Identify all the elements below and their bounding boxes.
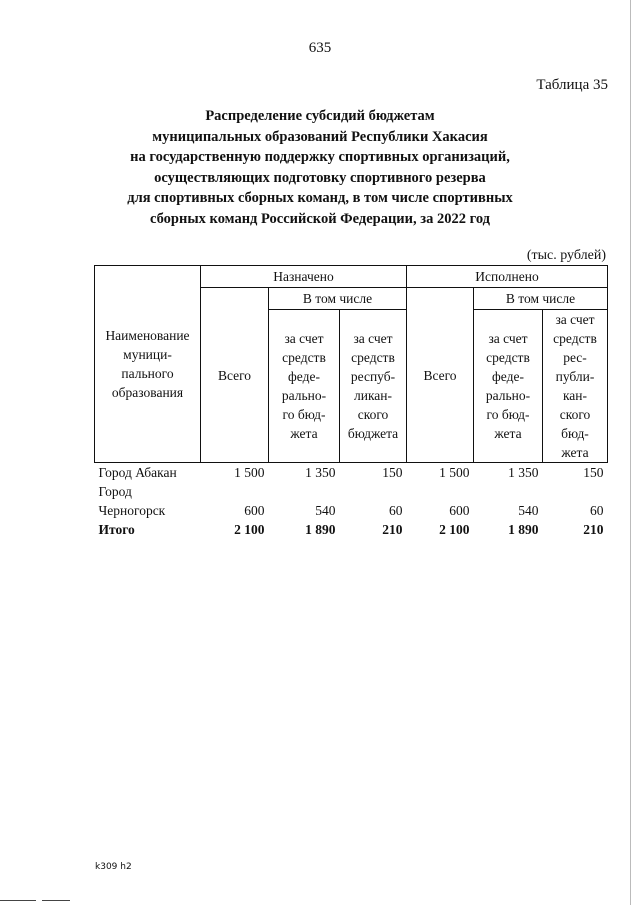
header-executed-including: В том числе [474,288,608,310]
cell-assigned-republic: 60 [389,503,403,518]
header-assigned-total: Всего [201,288,269,463]
table-row [95,463,608,483]
title-line: сборных команд Российской Федерации, за 2022 год [150,210,490,227]
header-executed-federal: за счет средств феде- рально- го бюд- жета [474,310,543,463]
total-assigned-total: 2 100 [234,522,265,537]
cell-assigned-republic: 150 [382,465,403,480]
document-title [80,106,560,229]
cell-assigned-total: 1 500 [234,465,265,480]
page-number: 635 [308,40,332,56]
total-assigned-republic: 210 [382,522,403,537]
title-line: Распределение субсидий бюджетам [205,108,435,124]
header-assigned: Назначено [201,266,407,288]
header-assigned-republic: за счет средств респуб- ликан- ского бюджета [340,310,407,463]
cell-executed-republic: 150 [583,465,604,480]
table-row [95,482,608,520]
header-executed: Исполнено [407,266,608,288]
cell-executed-federal: 540 [518,503,539,518]
cell-executed-total: 1 500 [439,465,470,480]
row-name: Город Черногорск [98,484,166,518]
cell-assigned-federal: 540 [315,503,336,518]
row-name: Город Абакан [98,465,177,480]
cell-executed-republic: 60 [590,503,604,518]
header-assigned-including: В том числе [269,288,407,310]
header-assigned-federal: за счет средств феде- рально- го бюд- жета [269,310,340,463]
cell-executed-federal: 1 350 [508,465,539,480]
scan-edge-mark [630,0,631,905]
cell-assigned-total: 600 [244,503,265,518]
header-name: Наименование муници- пального образования [95,266,201,463]
total-executed-republic: 210 [583,522,604,537]
footer-code: k309 h2 [95,862,132,872]
total-row [95,520,608,539]
total-label: Итого [98,522,135,537]
title-line: муниципальных образований Республики Хакасия [152,128,488,145]
title-line: для спортивных сборных команд, в том числе спортивных [127,190,513,206]
title-line: осуществляющих подготовку спортивного резерва [154,169,486,186]
total-assigned-federal: 1 890 [305,522,336,537]
units-label: (тыс. рублей) [526,248,606,263]
cell-executed-total: 600 [449,503,470,518]
total-executed-total: 2 100 [439,522,470,537]
header-executed-total: Всего [407,288,474,463]
subsidies-table [94,265,608,539]
scan-edge-mark [42,900,70,901]
cell-assigned-federal: 1 350 [305,465,336,480]
title-line: на государственную поддержку спортивных организаций, [130,149,510,165]
total-executed-federal: 1 890 [508,522,539,537]
table-label: Таблица 35 [536,77,608,93]
header-executed-republic: за счет средств рес- публи- кан- ского бюд- жета [543,310,608,463]
scan-edge-mark [0,900,36,901]
